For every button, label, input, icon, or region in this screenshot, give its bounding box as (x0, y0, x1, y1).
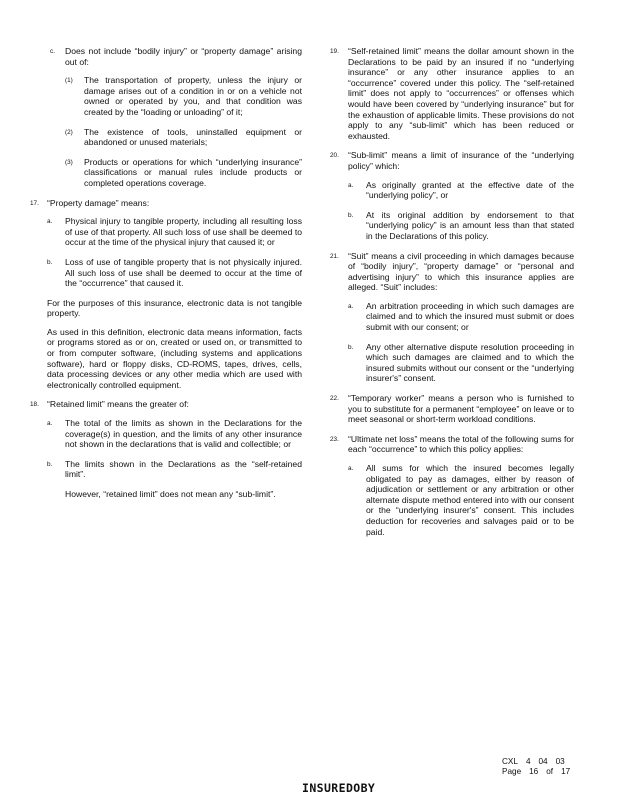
definition-23-title: “Ultimate net loss” means the total of the following sums for each “occurrence” to which this policy applies: (348, 433, 574, 455)
sub-number: a. (348, 465, 354, 472)
definition-21-a (348, 301, 574, 333)
definition-21 (330, 251, 574, 385)
sub-number: b. (348, 343, 354, 351)
definition-number: 17. (30, 199, 39, 207)
definition-18-a (47, 418, 302, 450)
page-footer (502, 757, 570, 777)
definition-number: 23. (330, 435, 339, 443)
sub-text: The limits shown in the Declarations as the “self-retained limit”. (65, 458, 302, 480)
sub-number: (3) (65, 158, 73, 166)
definition-18-b (47, 459, 302, 480)
sub-number: b. (47, 460, 53, 468)
sub-text: The transportation of property, unless the injury or damage arises out of a condition in or on a vehicle not owned or operated by you, and that condition was created by the “loading or unloading” of it; (84, 75, 302, 117)
definition-21-b (348, 342, 574, 384)
sub-number: a. (348, 302, 354, 310)
definition-23 (330, 434, 574, 537)
left-column (30, 46, 302, 509)
sub-text: Products or operations for which “underlying insurance” classifications or manual rules include products or completed operations coverage. (84, 156, 302, 188)
definition-18-title: “Retained limit” means the greater of: (47, 399, 189, 410)
watermark: INSUREDOBY (302, 781, 376, 795)
page-current: 16 (529, 767, 539, 776)
definition-20-a (348, 180, 574, 201)
sub-text: The total of the limits as shown in the Declarations for the coverage(s) in question, and the limits of any other insurance not shown in the declarations that is valid and collectible; or (65, 418, 302, 450)
sub-number: (2) (65, 128, 73, 136)
edition-year: 04 (538, 757, 548, 766)
page-of-label: of (546, 767, 554, 776)
definition-18 (30, 399, 302, 499)
definition-number: 21. (330, 252, 339, 260)
sub-text: Physical injury to tangible property, including all resulting loss of use of that property. All such loss of use shall be deemed to occur at the time of the physical injury that caused it; or (65, 216, 302, 248)
definition-17-b (47, 257, 302, 289)
definition-17-paragraph-2: As used in this definition, electronic data means information, facts or programs stored as or on, created or used on, or transmitted to or from computer software, (including systems and applications software), hard or floppy disks, CD-ROMS, tapes, drives, cells, data processing devices or any other media which are used with electronically controlled equipment. (47, 326, 302, 390)
definition-18-note: However, “retained limit” does not mean any “sub-limit”. (65, 489, 276, 499)
definition-number: 18. (30, 401, 39, 409)
definition-number: 20. (330, 152, 339, 160)
sub-text: All sums for which the insured becomes legally obligated to pay as damages, either by reason of adjudication or settlement or any arbitration or other alternate dispute method entered into with our consent or the “underlying insurer's” consent. This includes deduction for recoveries and salvages paid or to be paid. (366, 463, 574, 537)
sub-number: b. (47, 258, 53, 266)
page-number (502, 767, 570, 777)
right-column (330, 46, 574, 546)
sub-text: As originally granted at the effective date of the “underlying policy”, or (366, 179, 574, 201)
definition-21-title: “Suit” means a civil proceeding in which damages because of “bodily injury”, “property damage” or “personal and advertising injury” to which this insurance applies are alleged. “Suit” includes: (348, 250, 574, 293)
sub-text: An arbitration proceeding in which such damages are claimed and to which the insured must submit or does submit with our consent; or (366, 300, 574, 333)
page-total: 17 (561, 767, 571, 776)
edition-day: 03 (555, 757, 565, 766)
definition-19-text: “Self-retained limit” means the dollar amount shown in the Declarations to be paid by an insured if no “underlying insurance” or any other insurance applies to an “occurrence” covered under this policy. The “self-retained limit” does not apply to “occurrences” or offenses which would have been covered by “underlying insurance” but for the exhaustion of applicable limits. These provisions do not apply to any “sub-limit” which has been reduced or exhausted. (348, 46, 574, 141)
definition-17-paragraph-1: For the purposes of this insurance, electronic data is not tangible property. (47, 297, 302, 319)
item-c-number: c. (50, 48, 55, 55)
definition-23-a (348, 463, 574, 537)
edition-month: 4 (525, 757, 531, 766)
item-c-sub-1 (65, 75, 302, 117)
item-c-sub-2 (65, 127, 302, 148)
page-label: Page (502, 767, 522, 776)
sub-text: Any other alternative dispute resolution proceeding in which such damages are claimed and to which the insured submits without our consent or the “underlying insurer's” consent. (366, 341, 574, 384)
sub-number: b. (348, 211, 354, 219)
sub-text: The existence of tools, uninstalled equipment or abandoned or unused materials; (84, 126, 302, 148)
sub-number: (1) (65, 77, 73, 85)
definition-22 (330, 393, 574, 425)
sub-number: a. (47, 420, 53, 428)
definition-number: 22. (330, 395, 339, 403)
sub-number: a. (47, 218, 53, 226)
form-edition (502, 757, 570, 767)
definition-19 (330, 46, 574, 141)
definition-17 (30, 198, 302, 391)
item-c-text: Does not include “bodily injury” or “property damage” arising out of: (65, 46, 302, 67)
sub-number: a. (348, 181, 354, 189)
definition-20-title: “Sub-limit” means a limit of insurance of the “underlying policy” which: (348, 150, 574, 171)
sub-text: At its original addition by endorsement to that “underlying policy” is an amount less than that stated in the Declarations of this policy. (366, 209, 574, 241)
definition-number: 19. (330, 48, 339, 55)
definition-17-title: “Property damage” means: (47, 197, 150, 208)
item-c (30, 46, 302, 189)
sub-text: Loss of use of tangible property that is not physically injured. All such loss of use shall be deemed to occur at the time of the “occurrence” that caused it. (65, 256, 302, 289)
item-c-sub-3 (65, 157, 302, 189)
definition-20 (330, 150, 574, 241)
definition-20-b (348, 210, 574, 242)
form-number: CXL (502, 757, 518, 766)
definition-17-a (47, 216, 302, 248)
definition-22-text: “Temporary worker” means a person who is furnished to you to substitute for a permanent “employee” on leave or to meet seasonal or short-term workload conditions. (348, 393, 574, 425)
